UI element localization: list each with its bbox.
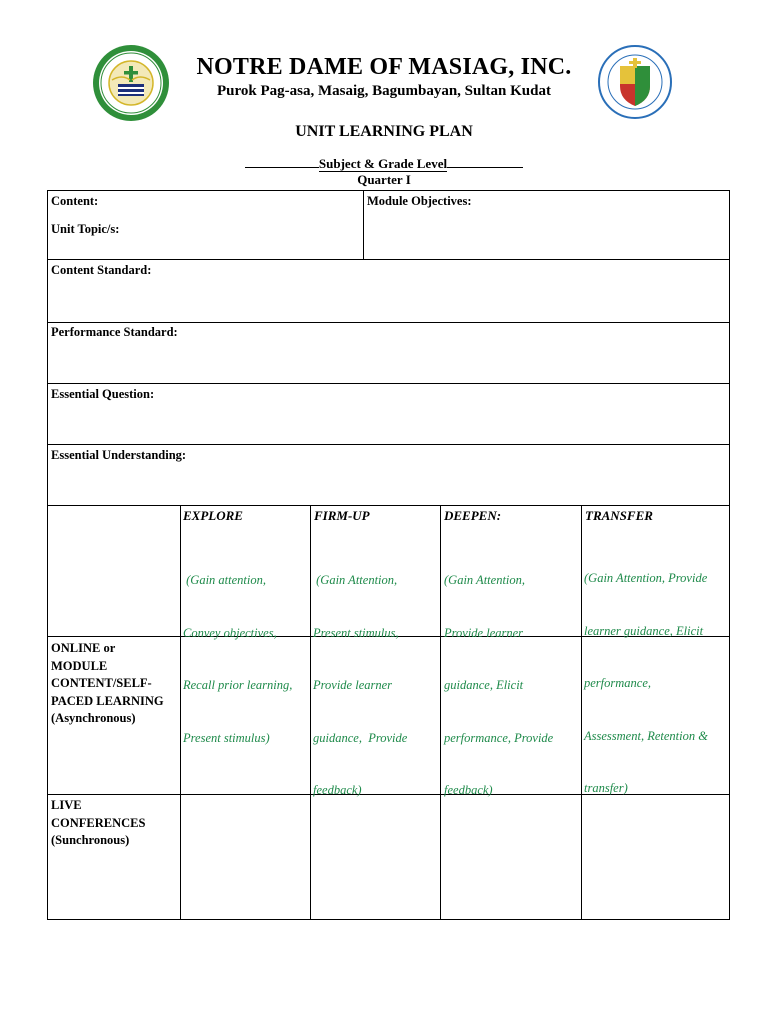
- row-label-line: LIVE: [51, 798, 82, 812]
- subject-blank-right[interactable]: [447, 155, 523, 168]
- subject-grade-label: Subject & Grade Level: [318, 156, 448, 171]
- column-header-deepen: DEEPEN:: [444, 508, 502, 523]
- desc-line: performance,: [584, 676, 651, 690]
- row-label-line: CONFERENCES: [51, 815, 146, 830]
- column-header-explore: EXPLORE: [183, 508, 243, 523]
- grid-col-divider: [180, 505, 181, 920]
- row-label-synchronous: [51, 797, 145, 850]
- desc-line: learner guidance, Elicit: [584, 623, 704, 638]
- subject-grade-line: [0, 155, 768, 172]
- desc-line: guidance, Provide: [313, 730, 408, 745]
- row-label-line: ONLINE or: [51, 641, 116, 655]
- content-standard-label: Content Standard:: [51, 263, 152, 277]
- desc-line: (Gain attention,: [183, 573, 266, 587]
- quarter-label: Quarter I: [357, 172, 411, 187]
- desc-line: Present stimulus,: [313, 625, 399, 640]
- column-desc-deepen: [444, 537, 553, 817]
- essential-question-label: Essential Question:: [51, 387, 155, 401]
- module-objectives-label: Module Objectives:: [367, 194, 472, 208]
- desc-line: (Gain Attention,: [313, 573, 398, 587]
- desc-line: Assessment, Retention &: [584, 728, 708, 743]
- desc-line: Provide learner: [444, 625, 524, 640]
- unit-topics-label: Unit Topic/s:: [51, 222, 120, 236]
- divider: [363, 190, 364, 260]
- essential-understanding-label: Essential Understanding:: [51, 448, 187, 462]
- row-label-asynchronous: [51, 640, 164, 728]
- desc-line: transfer): [584, 781, 628, 795]
- row-label-line: MODULE: [51, 658, 108, 673]
- desc-line: Convey objectives,: [183, 625, 277, 640]
- desc-line: Provide learner: [313, 678, 393, 692]
- grid-col-divider: [310, 505, 311, 920]
- school-name: NOTRE DAME OF MASIAG, INC.: [196, 54, 572, 80]
- column-desc-explore: [183, 537, 292, 765]
- performance-standard-label: Performance Standard:: [51, 325, 178, 339]
- column-desc-firm-up: [313, 537, 407, 817]
- row-label-line: PACED LEARNING: [51, 693, 164, 708]
- column-header-transfer: TRANSFER: [585, 508, 653, 523]
- desc-line: (Gain Attention, Provide: [584, 571, 708, 585]
- desc-line: feedback): [444, 783, 493, 797]
- row-label-line: (Sunchronous): [51, 833, 130, 847]
- desc-line: guidance, Elicit: [444, 678, 524, 692]
- document-title: UNIT LEARNING PLAN: [295, 123, 473, 140]
- row-label-line: (Asynchronous): [51, 711, 136, 725]
- subject-blank-left[interactable]: [245, 155, 319, 168]
- desc-line: Recall prior learning,: [183, 678, 293, 692]
- school-address: Purok Pag-asa, Masaig, Bagumbayan, Sultan Kudat: [217, 83, 551, 99]
- grid-col-divider: [581, 505, 582, 920]
- content-label: Content:: [51, 194, 99, 208]
- row-label-line: CONTENT/SELF-: [51, 676, 152, 690]
- column-header-firm-up: FIRM-UP: [314, 508, 370, 523]
- desc-line: (Gain Attention,: [444, 573, 526, 587]
- desc-line: feedback): [313, 783, 362, 797]
- column-desc-transfer: [584, 535, 708, 815]
- grid-col-divider: [440, 505, 441, 920]
- desc-line: Present stimulus): [183, 730, 270, 745]
- desc-line: performance, Provide: [444, 730, 554, 745]
